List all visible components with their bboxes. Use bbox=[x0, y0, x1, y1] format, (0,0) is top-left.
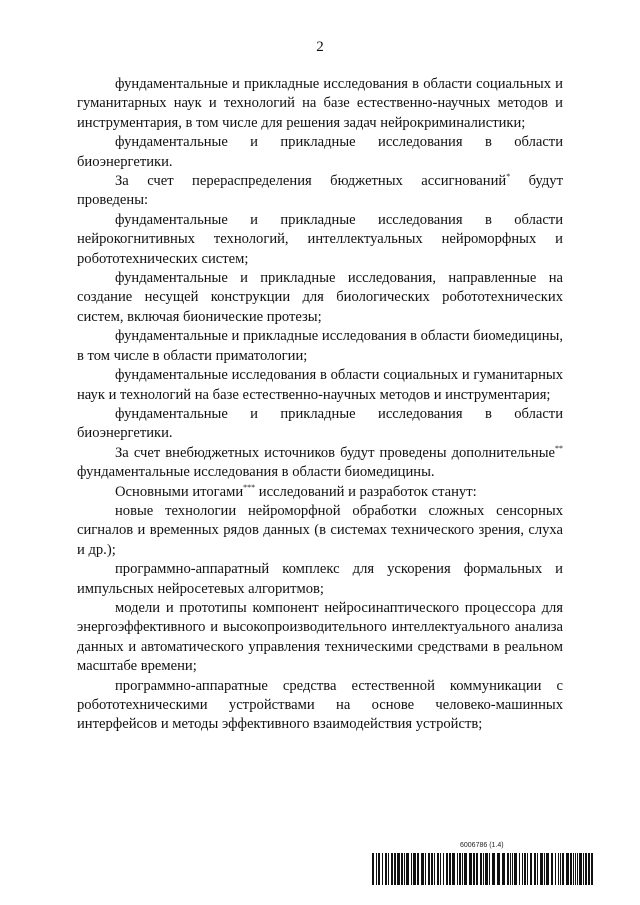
paragraph: За счет перераспределения бюджетных ассигнований* будут проведены: bbox=[77, 172, 563, 209]
paragraph: фундаментальные и прикладные исследования в области социальных и гуманитарных наук и технологий на базе естественно-научных методов и инструментария, в том числе для решения задач нейрокриминалистики; bbox=[77, 76, 563, 131]
footnote-mark: *** bbox=[243, 482, 256, 492]
page-number: 2 bbox=[316, 39, 324, 55]
paragraph: За счет внебюджетных источников будут проведены дополнительные** фундаментальные исследования в области биомедицины. bbox=[77, 443, 563, 481]
paragraph: новые технологии нейроморфной обработки сложных сенсорных сигналов и временных рядов данных (в системах технического зрения, слуха и др.); bbox=[77, 502, 563, 558]
paragraph: Основными итогами*** исследований и разработок станут: bbox=[115, 482, 477, 500]
barcode-bars bbox=[372, 853, 594, 885]
paragraph: фундаментальные и прикладные исследования в области биоэнергетики. bbox=[77, 405, 563, 442]
footnote-mark: * bbox=[506, 172, 511, 182]
document-body bbox=[77, 75, 563, 735]
footnote-mark: ** bbox=[555, 443, 563, 453]
paragraph: фундаментальные и прикладные исследования в области биомедицины, в том числе в области приматологии; bbox=[77, 328, 563, 364]
paragraph: программно-аппаратные средства естественной коммуникации с робототехническими устройствами на основе человеко-машинных интерфейсов и методы эффективного взаимодействия устройств; bbox=[77, 677, 563, 733]
paragraph: модели и прототипы компонент нейросинаптического процессора для энергоэффективного и высокопроизводительного интеллектуального анализа данных и автоматического управления техническими средствами в реальном масштабе времени; bbox=[77, 599, 563, 675]
paragraph: фундаментальные и прикладные исследования, направленные на создание несущей конструкции для биологических робототехнических систем, включая бионические протезы; bbox=[77, 270, 563, 325]
paragraph: программно-аппаратный комплекс для ускорения формальных и импульсных нейросетевых алгоритмов; bbox=[77, 561, 563, 597]
barcode-number: 6006786 (1.4) bbox=[460, 842, 504, 849]
paragraph: фундаментальные и прикладные исследования в области биоэнергетики. bbox=[77, 134, 563, 170]
barcode bbox=[372, 841, 594, 886]
paragraph: фундаментальные и прикладные исследования в области нейрокогнитивных технологий, интеллектуальных нейроморфных и робототехнических систем; bbox=[77, 211, 563, 267]
paragraph: фундаментальные исследования в области социальных и гуманитарных наук и технологий на базе естественно-научных методов и инструментария; bbox=[77, 367, 563, 403]
